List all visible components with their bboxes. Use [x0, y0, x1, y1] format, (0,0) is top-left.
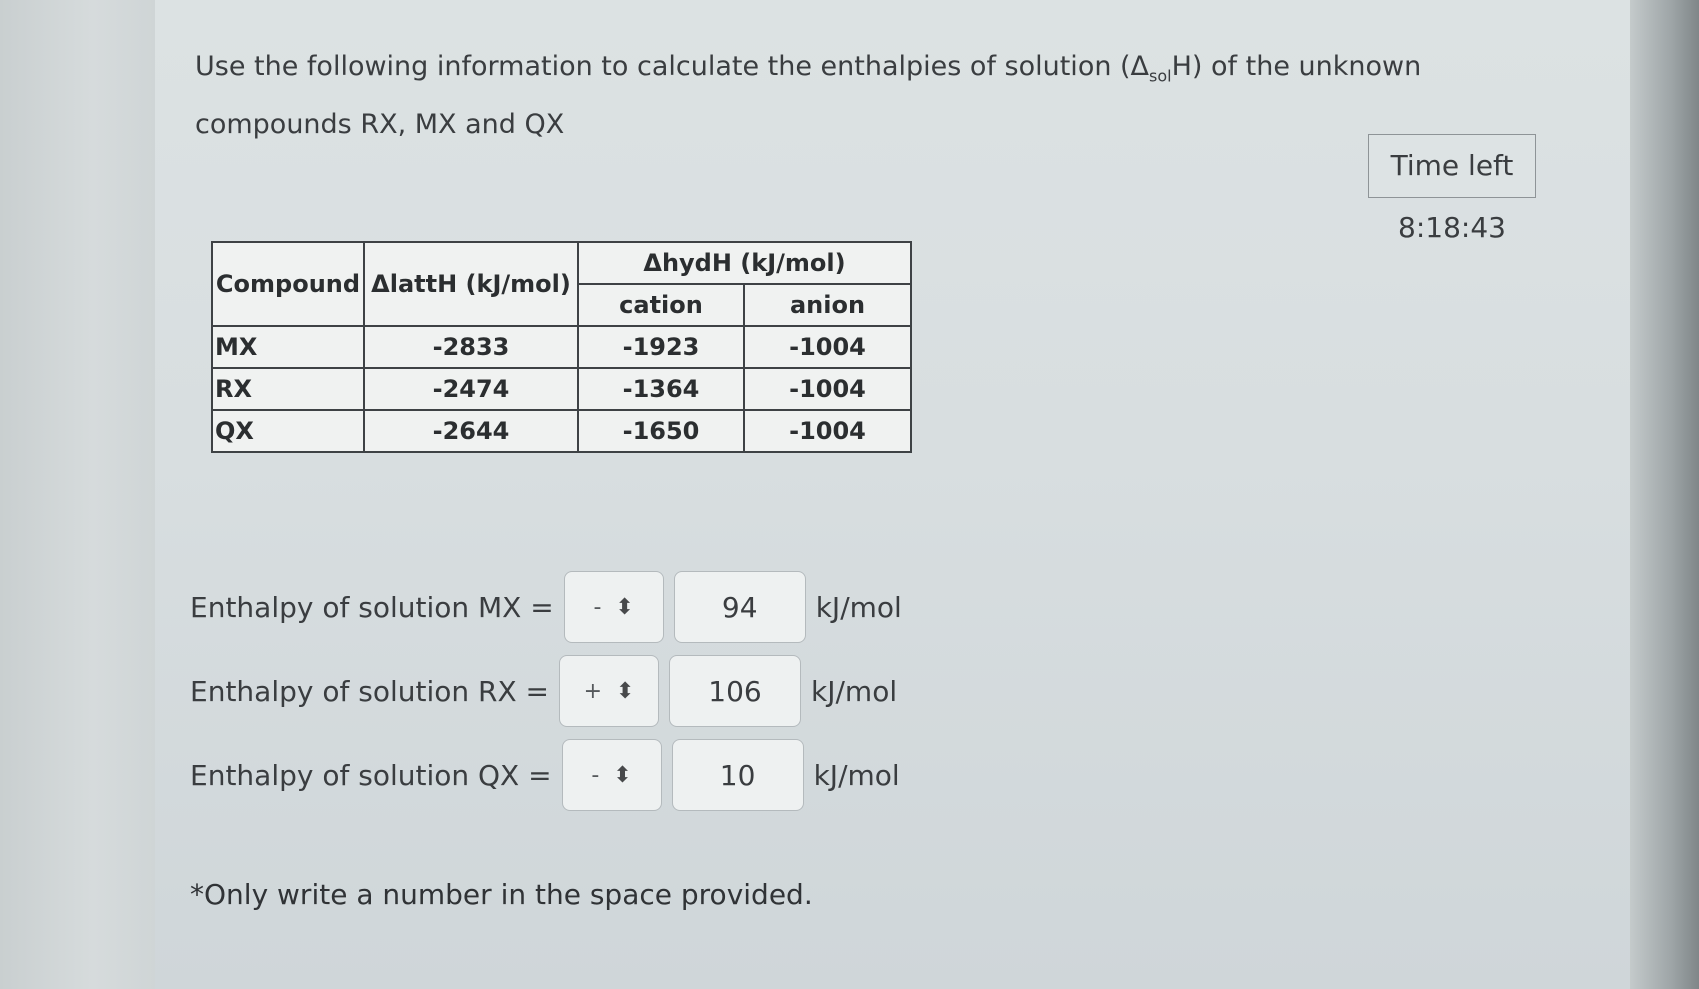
lattice-cell: -2474	[364, 368, 578, 410]
cation-cell: -1923	[578, 326, 744, 368]
sign-value-qx: -	[591, 762, 600, 788]
question-page	[155, 0, 1630, 989]
sign-value-mx: -	[593, 594, 602, 620]
header-hydration-enthalpy: ΔhydH (kJ/mol)	[578, 242, 911, 284]
lattice-cell: -2833	[364, 326, 578, 368]
compound-cell: QX	[212, 410, 364, 452]
compound-cell: RX	[212, 368, 364, 410]
header-compound: Compound	[212, 242, 364, 326]
value-text-mx: 94	[721, 590, 758, 624]
lattice-cell: -2644	[364, 410, 578, 452]
value-input-mx[interactable]	[674, 571, 806, 643]
anion-cell: -1004	[744, 368, 911, 410]
cation-cell: -1650	[578, 410, 744, 452]
enthalpy-data-table	[211, 241, 912, 453]
sign-select-rx[interactable]	[559, 655, 659, 727]
table-header-row	[212, 242, 911, 284]
value-text-rx: 106	[708, 674, 762, 708]
anion-cell: -1004	[744, 326, 911, 368]
table-row	[212, 410, 911, 452]
header-lattice-enthalpy: ΔlattH (kJ/mol)	[364, 242, 578, 326]
compound-cell: MX	[212, 326, 364, 368]
header-cation: cation	[578, 284, 744, 326]
time-left-display	[1368, 134, 1536, 244]
table-row	[212, 368, 911, 410]
updown-arrows-icon: ⬍	[615, 594, 634, 620]
instruction-note: *Only write a number in the space provided.	[190, 878, 813, 911]
unit-label-qx: kJ/mol	[813, 758, 900, 792]
header-anion: anion	[744, 284, 911, 326]
value-input-qx[interactable]	[672, 739, 804, 811]
answer-label-rx: Enthalpy of solution RX =	[190, 674, 550, 708]
updown-arrows-icon: ⬍	[613, 762, 632, 788]
sign-select-qx[interactable]	[562, 739, 662, 811]
time-left-label: Time left 8:18:43	[1390, 149, 1514, 244]
cation-cell: -1364	[578, 368, 744, 410]
sign-select-mx[interactable]	[564, 571, 664, 643]
question-text-end: H) of the unknown compounds RX, MX and QX	[195, 51, 1422, 141]
updown-arrows-icon: ⬍	[616, 678, 635, 704]
answer-row-rx	[190, 654, 897, 728]
question-subscript: sol	[1149, 66, 1172, 86]
table-row	[212, 326, 911, 368]
question-text-start: Use the following information to calculate the enthalpies of solution (Δ	[195, 51, 1150, 82]
left-screen-edge	[0, 0, 155, 989]
right-screen-edge	[1630, 0, 1699, 989]
value-text-qx: 10	[719, 758, 756, 792]
answer-label-qx: Enthalpy of solution QX =	[190, 758, 552, 792]
sign-value-rx: +	[583, 678, 603, 704]
unit-label-mx: kJ/mol	[815, 590, 902, 624]
anion-cell: -1004	[744, 410, 911, 452]
answer-row-qx	[190, 738, 900, 812]
value-input-rx[interactable]	[669, 655, 801, 727]
answer-row-mx	[190, 570, 902, 644]
answer-label-mx: Enthalpy of solution MX =	[190, 590, 554, 624]
unit-label-rx: kJ/mol	[811, 674, 898, 708]
